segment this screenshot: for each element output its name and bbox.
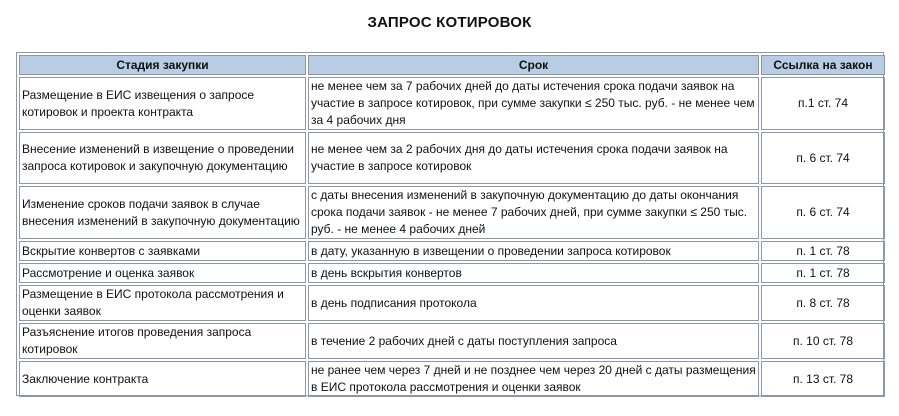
page-title: ЗАПРОС КОТИРОВОК (367, 14, 532, 31)
stage-cell: Размещение в ЕИС извещения о запросе котировок и проекта контракта (19, 77, 306, 130)
table-row (19, 132, 885, 184)
law-reference-cell: п. 6 ст. 74 (761, 186, 885, 239)
stage-cell: Рассмотрение и оценка заявок (19, 263, 306, 283)
procurement-stages-table (17, 53, 887, 399)
column-header-law: Ссылка на закон (761, 55, 885, 75)
table-row (19, 241, 885, 261)
term-cell: с даты внесения изменений в закупочную документацию до даты окончания срока подачи заявок - не менее 7 рабочих дней, при сумме закупки ≤ 250 тыс. руб. - не менее 4 рабочих дней (308, 186, 759, 239)
law-reference-cell: п. 6 ст. 74 (761, 132, 885, 184)
term-cell: в дату, указанную в извещении о проведении запроса котировок (308, 241, 759, 261)
law-reference-cell: п. 1 ст. 78 (761, 241, 885, 261)
term-cell: в день вскрытия конвертов (308, 263, 759, 283)
stage-cell: Размещение в ЕИС протокола рассмотрения и оценки заявок (19, 285, 306, 321)
table-header-row (19, 55, 885, 75)
term-cell: не ранее чем через 7 дней и не позднее чем через 20 дней с даты размещения в ЕИС протокола рассмотрения и оценки заявок (308, 361, 759, 397)
stage-cell: Разъяснение итогов проведения запроса котировок (19, 323, 306, 359)
law-reference-cell: п.1 ст. 74 (761, 77, 885, 130)
table-row (19, 285, 885, 321)
term-cell: в день подписания протокола (308, 285, 759, 321)
law-reference-cell: п. 10 ст. 78 (761, 323, 885, 359)
table-row (19, 77, 885, 130)
column-header-stage: Стадия закупки (19, 55, 306, 75)
term-cell: не менее чем за 2 рабочих дня до даты истечения срока подачи заявок на участие в запросе котировок (308, 132, 759, 184)
stage-cell: Изменение сроков подачи заявок в случае внесения изменений в закупочную документацию (19, 186, 306, 239)
procurement-table-frame (16, 52, 884, 396)
law-reference-cell: п. 1 ст. 78 (761, 263, 885, 283)
stage-cell: Вскрытие конвертов с заявками (19, 241, 306, 261)
law-reference-cell: п. 8 ст. 78 (761, 285, 885, 321)
term-cell: в течение 2 рабочих дней с даты поступления запроса (308, 323, 759, 359)
stage-cell: Внесение изменений в извещение о проведении запроса котировок и закупочную документацию (19, 132, 306, 184)
table-row (19, 186, 885, 239)
stage-cell: Заключение контракта (19, 361, 306, 397)
column-header-term: Срок (308, 55, 759, 75)
table-row (19, 263, 885, 283)
table-row (19, 361, 885, 397)
table-row (19, 323, 885, 359)
law-reference-cell: п. 13 ст. 78 (761, 361, 885, 397)
term-cell: не менее чем за 7 рабочих дней до даты истечения срока подачи заявок на участие в запросе котировок, при сумме закупки ≤ 250 тыс. руб. - не менее чем за 4 рабочих дня (308, 77, 759, 130)
